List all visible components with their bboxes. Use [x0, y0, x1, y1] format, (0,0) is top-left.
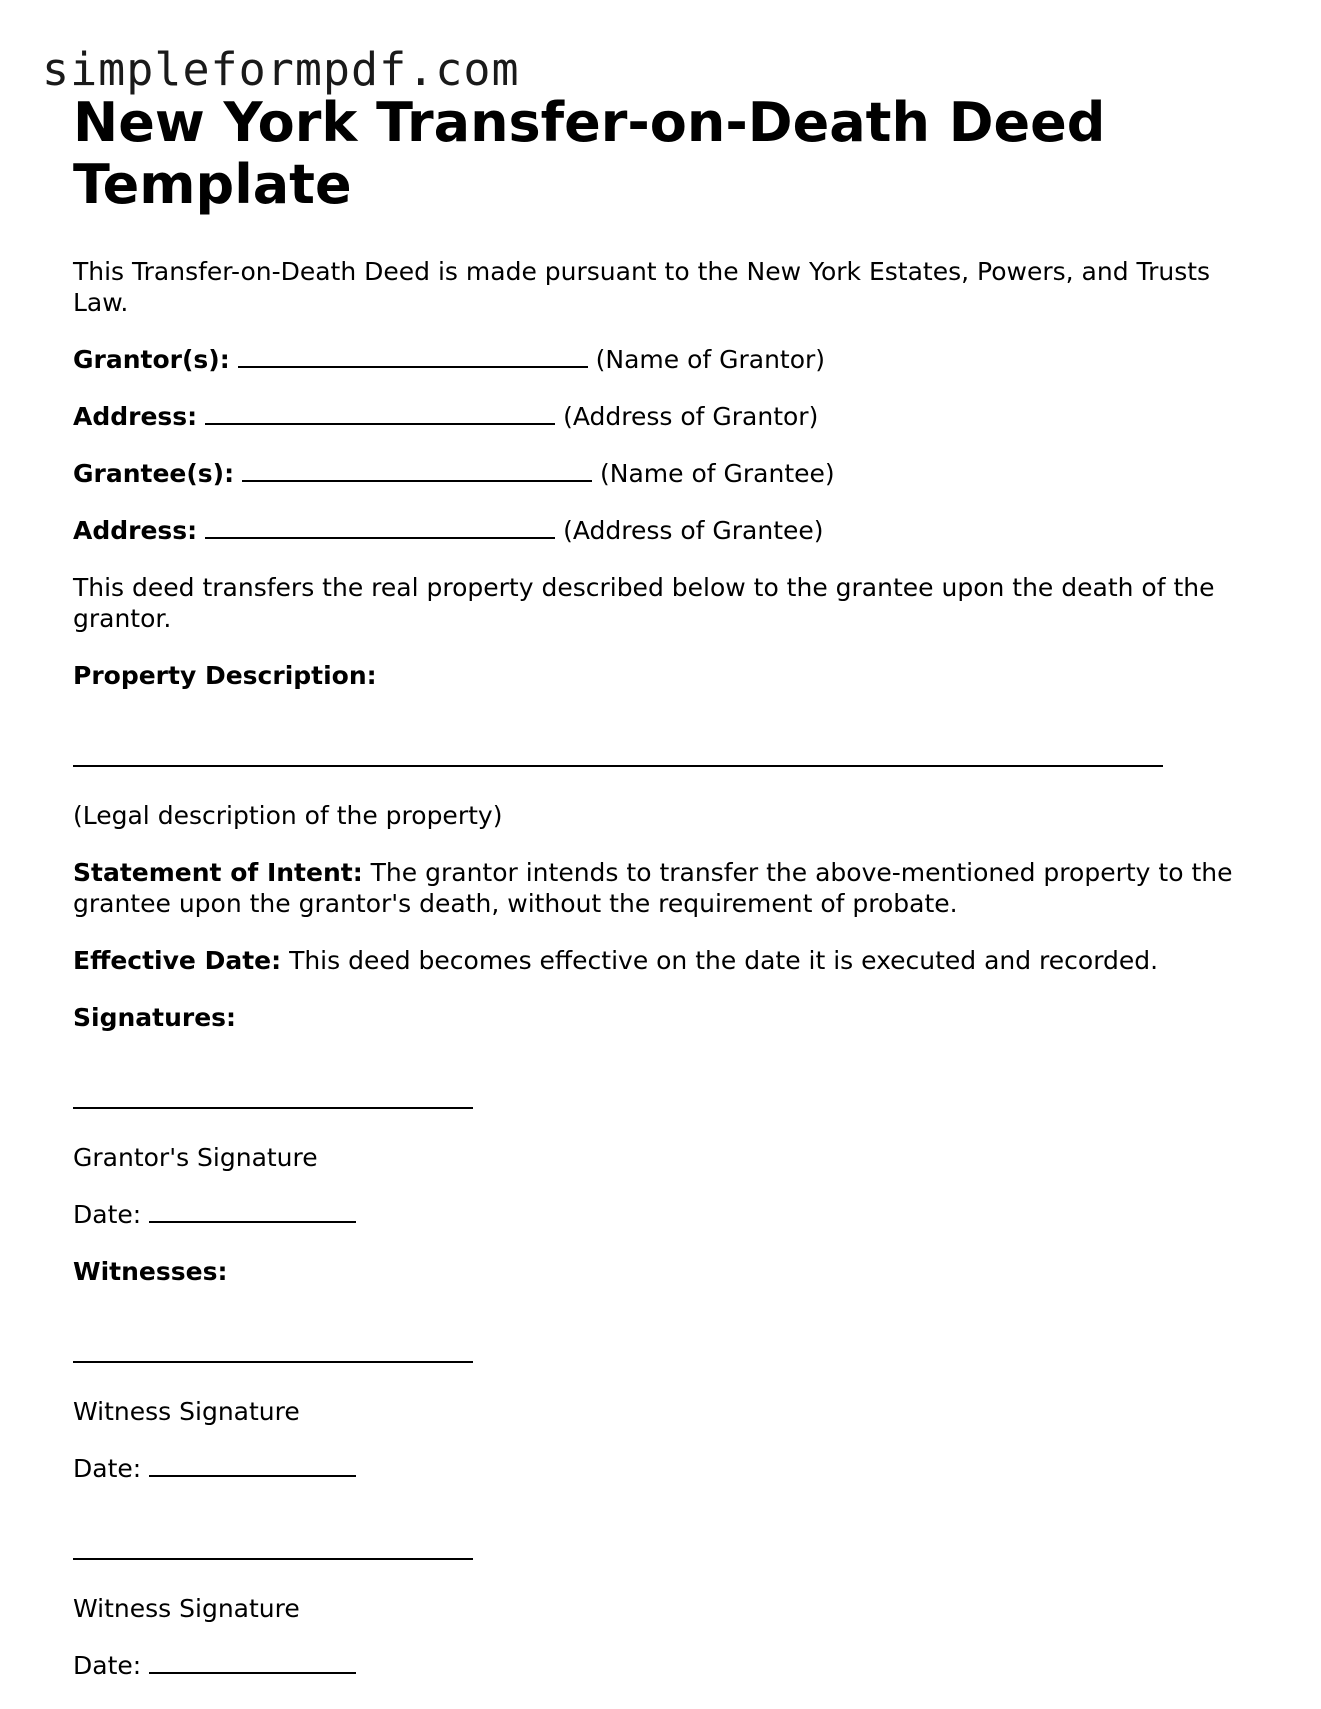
grantor-address-label: Address: [73, 402, 198, 431]
grantee-label: Grantee(s): [73, 459, 235, 488]
property-description-hint: (Legal description of the property) [73, 801, 503, 830]
site-watermark: simpleformpdf.com [42, 43, 520, 96]
witness-2-date-label: Date: [73, 1651, 142, 1680]
grantor-label: Grantor(s): [73, 345, 230, 374]
witness-2-signature-field[interactable] [73, 1536, 473, 1560]
witnesses-heading [73, 1256, 1273, 1287]
grantor-signature-field[interactable] [73, 1085, 473, 1109]
grantor-address-row [73, 401, 1273, 432]
grantor-date-field[interactable] [149, 1199, 356, 1223]
signatures-label: Signatures: [73, 1003, 237, 1032]
witness-1-signature-field[interactable] [73, 1339, 473, 1363]
intent-paragraph [73, 857, 1263, 919]
witness-1-date-row [73, 1453, 1273, 1484]
witness-2-signature-caption: Witness Signature [73, 1594, 300, 1623]
witness-2-date-row [73, 1650, 1273, 1681]
grantor-signature-line-row [73, 1085, 1273, 1116]
witnesses-label: Witnesses: [73, 1257, 228, 1286]
witness-1-signature-line-row [73, 1339, 1273, 1370]
grantee-hint: (Name of Grantee) [600, 459, 835, 488]
property-description-field[interactable] [73, 743, 1163, 767]
grantee-address-label: Address: [73, 516, 198, 545]
grantor-date-row [73, 1199, 1273, 1230]
intent-label: Statement of Intent: [73, 858, 363, 887]
property-description-heading [73, 660, 1273, 691]
signatures-heading [73, 1002, 1273, 1033]
grantor-row [73, 344, 1273, 375]
intro-paragraph: This Transfer-on-Death Deed is made pursuant to the New York Estates, Powers, and Trusts Law. [73, 257, 1211, 317]
transfer-paragraph: This deed transfers the real property described below to the grantee upon the death of the grantor. [73, 573, 1215, 633]
witness-2-signature-line-row [73, 1536, 1273, 1567]
intent-text: The grantor intends to transfer the above-mentioned property to the grantee upon the grantor's death, without the requirement of probate. [73, 858, 1233, 918]
grantee-address-field[interactable] [205, 515, 555, 539]
grantor-signature-caption: Grantor's Signature [73, 1143, 318, 1172]
witness-1-date-label: Date: [73, 1454, 142, 1483]
grantor-hint: (Name of Grantor) [595, 345, 826, 374]
property-description-line-row [73, 743, 1273, 774]
grantee-name-field[interactable] [242, 458, 592, 482]
grantor-name-field[interactable] [238, 344, 588, 368]
grantee-address-hint: (Address of Grantee) [563, 516, 824, 545]
grantor-address-hint: (Address of Grantor) [563, 402, 819, 431]
document-title: New York Transfer-on-Death Deed Template [73, 91, 1106, 216]
effective-date-text: This deed becomes effective on the date it is executed and recorded. [289, 946, 1159, 975]
grantee-address-row [73, 515, 1273, 546]
effective-date-paragraph [73, 945, 1273, 976]
effective-date-label: Effective Date: [73, 946, 282, 975]
grantor-address-field[interactable] [205, 401, 555, 425]
witness-1-signature-caption: Witness Signature [73, 1397, 300, 1426]
witness-1-date-field[interactable] [149, 1453, 356, 1477]
document-body [73, 92, 1273, 1707]
witness-2-date-field[interactable] [149, 1650, 356, 1674]
grantor-date-label: Date: [73, 1200, 142, 1229]
property-description-label: Property Description: [73, 661, 377, 690]
grantee-row [73, 458, 1273, 489]
